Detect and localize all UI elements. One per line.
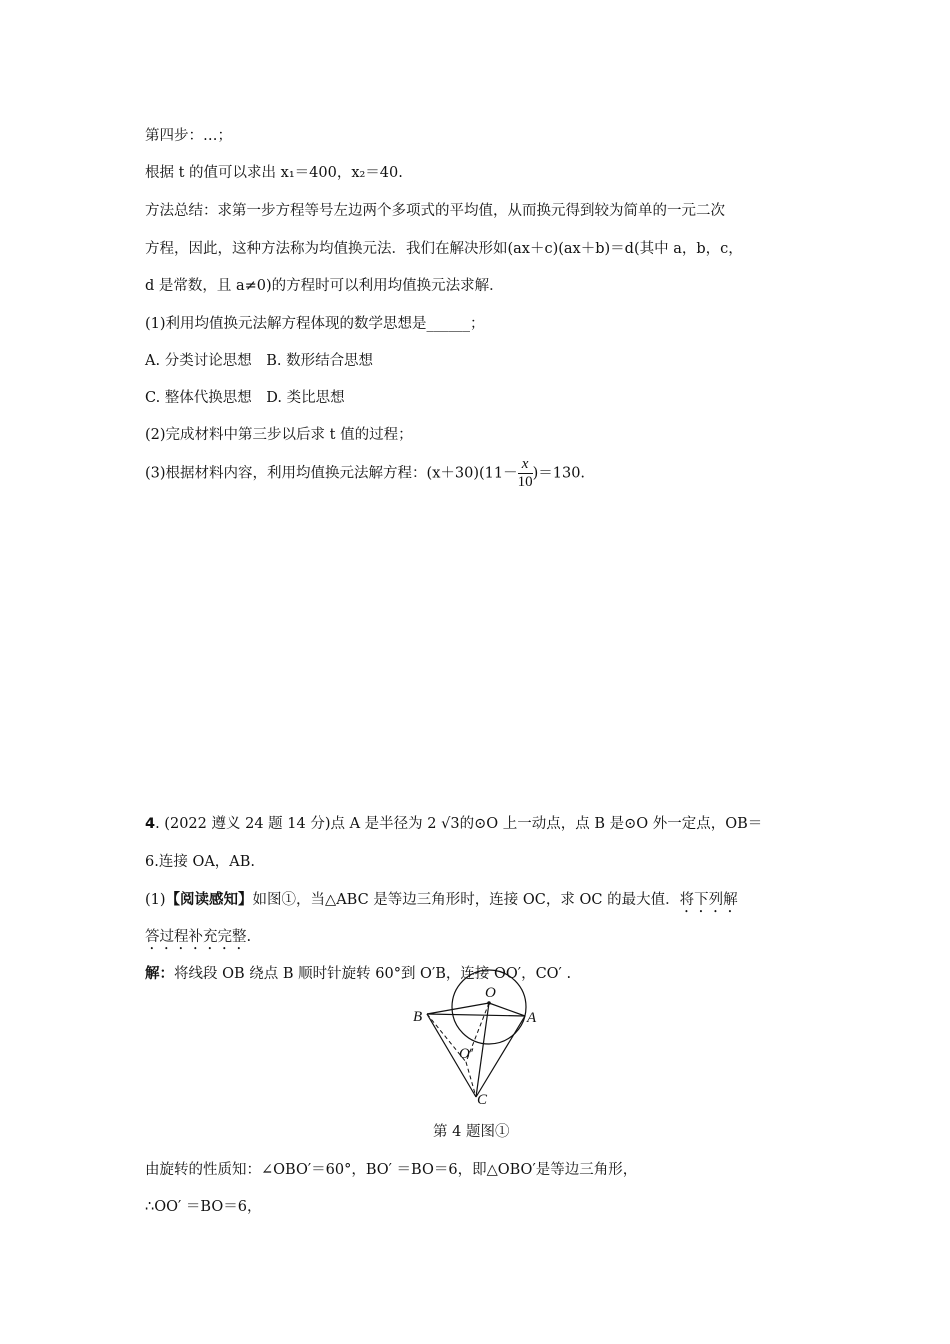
text-line: d 是常数，且 a≠0)的方程时可以利用均值换元法求解． [145,278,504,294]
segment-o2c [466,1062,476,1097]
text-line: 根据 t 的值可以求出 x₁＝400，x₂＝40. [145,165,403,181]
fraction-denominator: 10 [517,474,533,490]
label-a: A [527,1010,537,1026]
fraction-numerator: x [518,456,533,474]
question-2: (2)完成材料中第三步以后求 t 值的过程； [145,427,413,443]
label-o: O [485,985,496,1001]
part-number: (1) [145,892,166,908]
figure-caption: 第 4 题图① [433,1124,510,1140]
label-o-prime: O′ [459,1046,474,1062]
question-1: (1)利用均值换元法解方程体现的数学思想是______； [145,316,485,332]
q3-end: )＝130. [532,465,586,482]
label-b: B [413,1009,423,1025]
period: . [246,929,252,945]
solution-label: 解： [145,965,174,982]
segment-ba [427,1014,525,1016]
text-line: 由旋转的性质知：∠OBO′＝60°，BO′ ＝BO＝6，即△OBO′是等边三角形， [145,1162,638,1178]
emphasized-text: 答过程补充完整 [145,929,247,945]
problem-text: . (2022 遵义 24 题 14 分)点 A 是半径为 2 √3的⊙O 上一动点，点 B 是⊙O 外一定点，OB＝ [155,816,763,832]
options-cd: C. 整体代换思想 D. 类比思想 [145,390,345,406]
segment-ac [476,1016,525,1097]
segment-bo [427,1003,489,1014]
section-tag: 【阅读感知】 [165,891,253,908]
problem-number: 4 [145,816,156,832]
point-o [487,1001,491,1005]
text-line: ∴OO′ ＝BO＝6， [145,1199,262,1215]
text-line: 方程，因此，这种方法称为均值换元法．我们在解决形如(ax＋c)(ax＋b)＝d(其中 a，b，c， [145,241,743,257]
text-line: 6.连接 OA，AB. [145,854,256,870]
part-text: 如图①，当△ABC 是等边三角形时，连接 OC，求 OC 的最大值． [252,892,680,908]
segment-oa [489,1003,525,1016]
solution-text: 将线段 OB 绕点 B 顺时针旋转 60°到 O′B，连接 OO′，CO′ . [174,966,572,982]
text-line: 第四步：…； [145,128,232,144]
label-c: C [477,1092,488,1108]
emphasized-text: 将下列解 [679,892,738,908]
segment-oc [476,1003,489,1097]
q3-text: (3)根据材料内容，利用均值换元法解方程：(x＋30)(11－ [145,465,518,482]
text-line: 方法总结：求第一步方程等号左边两个多项式的平均值，从而换元得到较为简单的一元二次 [145,203,725,219]
options-ab: A. 分类讨论思想 B. 数形结合思想 [145,353,374,369]
